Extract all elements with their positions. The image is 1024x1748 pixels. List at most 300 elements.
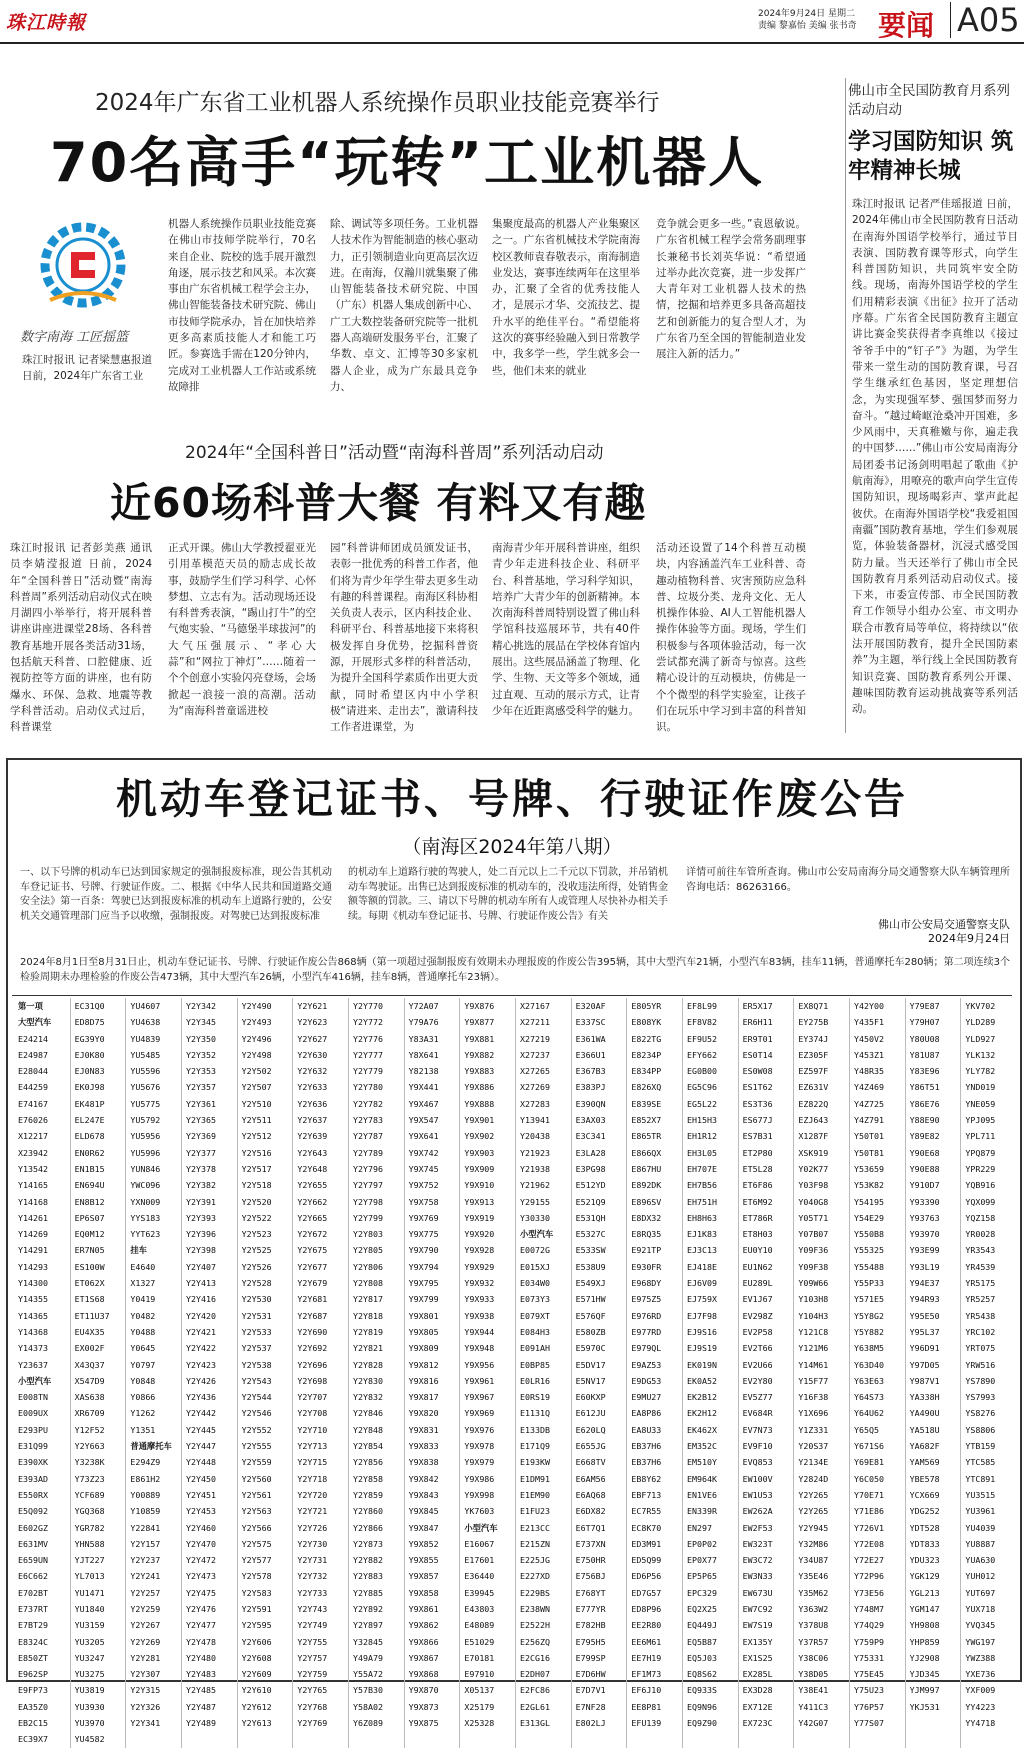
plate-number: EU4X35 <box>74 1326 105 1337</box>
plate-number: ET5L28 <box>742 1163 773 1174</box>
plate-number: Y86E76 <box>909 1098 940 1109</box>
plate-number: E213CC <box>520 1522 550 1533</box>
plate-number: E802LJ <box>575 1718 606 1729</box>
plate-number: EV298Z <box>742 1310 773 1321</box>
plate-number: Y2Y382 <box>186 1180 216 1191</box>
plate-number: Y2Y526 <box>241 1261 272 1272</box>
plate-number: E8DX32 <box>631 1212 662 1223</box>
plate-number: YGQ368 <box>74 1506 105 1517</box>
plate-number: Y72P96 <box>854 1571 884 1582</box>
plate-number: EX285L <box>742 1669 773 1680</box>
plate-number: Y14261 <box>18 1212 48 1223</box>
plate-number: Y80U08 <box>909 1033 940 1044</box>
plate-number: E2GL61 <box>520 1701 550 1712</box>
plate-number: X12217 <box>18 1131 48 1142</box>
plate-number: Y2Y530 <box>241 1294 272 1305</box>
plate-number: Y2Y821 <box>353 1343 383 1354</box>
plate-number: Y2Y259 <box>130 1603 161 1614</box>
plate-number: YLD289 <box>965 1017 996 1028</box>
plate-number: Y2Y780 <box>353 1082 383 1093</box>
plate-number: Y37R57 <box>798 1636 829 1647</box>
plate-number: Y22841 <box>130 1522 161 1533</box>
plate-number: Y453Z1 <box>854 1049 884 1060</box>
plate-number: Y2Y675 <box>297 1245 328 1256</box>
plate-number: X43Q37 <box>74 1359 105 1370</box>
plate-number: YH9808 <box>909 1620 940 1631</box>
plate-number: Y2Y563 <box>241 1506 272 1517</box>
plate-number: Y07B07 <box>798 1229 829 1240</box>
sidebar-divider <box>845 78 846 733</box>
plate-number: Y748M7 <box>854 1603 884 1614</box>
notice-signature <box>840 918 1010 946</box>
plate-number: Y9X938 <box>464 1310 495 1321</box>
header-rule <box>0 42 1024 44</box>
plate-number: Y2Y237 <box>130 1555 161 1566</box>
plate-category-label: 普通摩托车 <box>130 1441 172 1452</box>
plate-number: Y4Z469 <box>854 1082 884 1093</box>
plate-number: EG39Y0 <box>74 1033 105 1044</box>
plate-number: Y363W2 <box>798 1603 829 1614</box>
plate-number: Y2Y799 <box>353 1212 383 1223</box>
plate-number: E5327C <box>575 1229 606 1240</box>
plate-number: Y2Y560 <box>241 1473 272 1484</box>
plate-number: Y2Y663 <box>74 1441 105 1452</box>
plate-number: ER9T01 <box>742 1033 773 1044</box>
plate-number: EV5Z77 <box>742 1392 773 1403</box>
plate-number: Y05T71 <box>798 1212 829 1223</box>
plate-number: Y2Y442 <box>186 1408 216 1419</box>
plate-number: Y9X816 <box>408 1375 439 1386</box>
plate-number: E839SE <box>631 1098 662 1109</box>
plate-number: EK0A52 <box>687 1375 717 1386</box>
plate-number: Y9X758 <box>408 1196 439 1207</box>
plate-number: Y9X929 <box>464 1261 495 1272</box>
plate-number: YWC096 <box>130 1180 161 1191</box>
plate-number: E009UX <box>18 1408 48 1419</box>
plate-number: X27167 <box>520 1001 550 1011</box>
plate-number: Y93390 <box>909 1196 940 1207</box>
plate-number: Y9X801 <box>408 1310 439 1321</box>
plate-number: Y73Z23 <box>74 1473 105 1484</box>
plate-number: EA35Z0 <box>18 1701 48 1712</box>
plate-number: Y2Y710 <box>297 1424 328 1435</box>
plate-number: Y0645 <box>130 1343 156 1354</box>
plate-number: EN339R <box>687 1506 717 1517</box>
plate-column <box>292 998 348 1748</box>
plate-number: Y2Y561 <box>241 1489 272 1500</box>
plate-number: E383PJ <box>575 1082 606 1093</box>
skills-competition-logo <box>38 220 128 320</box>
plate-number: Y9X868 <box>408 1669 439 1680</box>
plate-number: Y9X910 <box>464 1180 495 1191</box>
plate-number: EW262A <box>742 1506 773 1517</box>
plate-number: Y2Y498 <box>241 1049 272 1060</box>
plate-number: EJ759X <box>687 1294 717 1305</box>
plate-number: E896SV <box>631 1196 662 1207</box>
plate-number: Y34U87 <box>798 1555 829 1566</box>
plate-category-label: 大型汽车 <box>18 1017 52 1028</box>
plate-number: YR0028 <box>965 1229 996 1240</box>
plate-number: E5970C <box>575 1343 606 1354</box>
plate-number: Y9X875 <box>408 1718 439 1729</box>
plate-number: YGL213 <box>909 1587 940 1598</box>
plate-number: YGM147 <box>909 1603 940 1614</box>
sidebar-headline: 学习国防知识 筑牢精神长城 <box>848 129 1014 184</box>
plate-number: Y2Y341 <box>130 1718 161 1729</box>
plate-number: Y9X833 <box>408 1441 439 1452</box>
plate-number: X1327 <box>130 1278 156 1289</box>
plate-number: XSK919 <box>798 1147 829 1158</box>
plate-number: EF8L99 <box>687 1001 717 1011</box>
article2-body-col5: 活动还设置了14个科普互动模块，内容涵盖汽车工业科普、奇趣动植物科普、灾害预防应急科普、垃圾分类、龙舟文化、无人机操作体验、AI人工智能机器人操作体验等方面。现场，学生们积极参与各项体验活动，每一次尝试都充满了新奇与惊喜。这些精心设计的互动模块，仿佛是一个个微型的科学实验室，让孩子们在玩乐中学习到丰富的科普知识。 <box>656 542 806 734</box>
plate-category-label: 小型汽车 <box>464 1522 498 1533</box>
plate-number: E977RD <box>631 1326 662 1337</box>
plate-number: E293PU <box>18 1424 48 1435</box>
plate-number: E70181 <box>464 1652 495 1663</box>
plate-number: ED8D75 <box>74 1017 105 1028</box>
plate-number: E44259 <box>18 1082 48 1093</box>
plate-number: YU4582 <box>74 1734 105 1745</box>
plate-number: Y9X847 <box>408 1522 439 1533</box>
plate-number: Y9X745 <box>408 1163 439 1174</box>
plate-number: Y2Y546 <box>241 1408 272 1419</box>
plate-number: Y2Y846 <box>353 1408 383 1419</box>
plate-number: Y2Y808 <box>353 1278 383 1289</box>
plate-number: Y97D05 <box>909 1359 940 1370</box>
plate-number: E6AQ68 <box>575 1489 606 1500</box>
plate-number: ET2P80 <box>742 1147 773 1158</box>
plate-number: Y38D05 <box>798 1669 829 1680</box>
plate-number: YS7890 <box>965 1375 996 1386</box>
plate-number: Y9X805 <box>408 1326 439 1337</box>
plate-number: EJ9S16 <box>687 1326 717 1337</box>
plate-number: Y2Y759 <box>297 1669 328 1680</box>
plate-number: EJ0N83 <box>74 1066 105 1077</box>
plate-number: Y63D40 <box>854 1359 884 1370</box>
plate-number: Y2Y805 <box>353 1245 383 1256</box>
plate-number: YUH012 <box>965 1571 996 1582</box>
plate-number: EH707E <box>687 1163 717 1174</box>
plate-number: Y2Y770 <box>353 1001 383 1011</box>
plate-number: EB37H6 <box>631 1457 662 1468</box>
plate-number: Y2Y817 <box>353 1294 383 1305</box>
plate-number: Y9X920 <box>464 1229 495 1240</box>
plate-number: E979QL <box>631 1343 662 1354</box>
plate-number: Y09W66 <box>798 1278 829 1289</box>
article2-kicker: 2024年“全国科普日”活动暨“南海科普周”系列活动启动 <box>185 443 604 463</box>
plate-number: E834PP <box>631 1066 662 1077</box>
plate-number: Y2Y677 <box>297 1261 328 1272</box>
plate-number: YU5996 <box>130 1147 161 1158</box>
plate-column <box>571 998 627 1748</box>
plate-number: YPQ879 <box>965 1147 996 1158</box>
plate-number: YJT227 <box>74 1555 105 1566</box>
plate-number: Y2Y856 <box>353 1457 383 1468</box>
plate-number: Y2Y718 <box>297 1473 328 1484</box>
plate-number: Y2Y307 <box>130 1669 161 1680</box>
plate-number: ES100W <box>74 1261 105 1272</box>
plate-column <box>738 998 794 1748</box>
plate-number: EF6J10 <box>631 1685 662 1696</box>
plate-number: E531QH <box>575 1212 606 1223</box>
plate-number: Y9X928 <box>464 1245 495 1256</box>
plate-number: E225JG <box>520 1555 550 1566</box>
plate-number: E533SW <box>575 1245 606 1256</box>
plate-number: Y2Y632 <box>297 1066 328 1077</box>
plate-number: YHP859 <box>909 1636 940 1647</box>
plate-number: Y2Y591 <box>241 1603 272 1614</box>
plate-category-label: 挂车 <box>130 1245 147 1256</box>
plate-number: ES0W08 <box>742 1066 773 1077</box>
plate-number: Y2Y768 <box>297 1701 328 1712</box>
plate-number: YUA630 <box>965 1555 996 1566</box>
plate-number: Y2Y357 <box>186 1082 216 1093</box>
plate-number: E805YR <box>631 1001 662 1011</box>
plate-number: Y53K82 <box>854 1180 884 1191</box>
plate-number: Y2Y698 <box>297 1375 328 1386</box>
plate-number: E256ZQ <box>520 1636 550 1647</box>
plate-number: EK462X <box>687 1424 717 1435</box>
plate-number: EW7S19 <box>742 1620 773 1631</box>
plate-number: EN1B15 <box>74 1163 105 1174</box>
plate-number: EQ933S <box>687 1685 717 1696</box>
plate-number: YY4718 <box>965 1718 996 1729</box>
plate-number: EE7H19 <box>631 1652 662 1663</box>
plate-number: E538U9 <box>575 1261 606 1272</box>
plate-column <box>960 998 1016 1748</box>
plate-number: Y55A72 <box>353 1669 383 1680</box>
page-number: A05 <box>950 2 1020 38</box>
plate-number: Y2Y672 <box>297 1229 328 1240</box>
plate-number: E17601 <box>464 1555 495 1566</box>
plate-number: EN0R62 <box>74 1147 105 1158</box>
article1-body-col3: 集聚度最高的机器人产业集聚区之一。广东省机械技术学院南海校区教师袁春敬表示，南海制造业发达，赛事连续两年在这里举办，汇聚了全省的优秀技能人才，是展示才华、交流技艺、提升水平的绝佳平台。“希望能将这次的赛事经验融入到日常教学中，我多学一些，学生就多会一些，他们未来的就业 <box>492 218 640 377</box>
plate-number: EG5C96 <box>687 1082 717 1093</box>
plate-number: YDT833 <box>909 1538 940 1549</box>
plate-number: EQ9Z90 <box>687 1718 717 1729</box>
plate-number: E512YD <box>575 1180 606 1191</box>
plate-number: E3PG98 <box>575 1163 606 1174</box>
plate-number: EQ5J03 <box>687 1652 717 1663</box>
plate-number: YU5792 <box>130 1115 161 1126</box>
notice-paragraph-2: 的机动车上道路行驶的驾驶人，处二百元以上二千元以下罚款，并吊销机动车驾驶证。出售已达到报废标准的机动车的，没收违法所得，处销售金额等额的罚款。三、请以下号牌的机动车所有人或管理人尽快补办相关手续。每期《机动车登记证书、号牌、行驶证作废公告》有关 <box>348 867 668 922</box>
plate-number: Y2Y782 <box>353 1098 383 1109</box>
plate-number: Y9X441 <box>408 1082 439 1093</box>
plate-number: EM964K <box>687 1473 717 1484</box>
plate-number: Y73E56 <box>854 1587 884 1598</box>
plate-number: E294Z9 <box>130 1457 161 1468</box>
plate-number: YJM997 <box>909 1685 940 1696</box>
plate-number: Y9X876 <box>464 1001 495 1011</box>
plate-number: Y435F1 <box>854 1017 884 1028</box>
plate-number: Y2Y489 <box>186 1718 216 1729</box>
plate-number: Y9X831 <box>408 1424 439 1435</box>
plate-number: Y10859 <box>130 1506 161 1517</box>
plate-number: Y72A07 <box>408 1001 439 1011</box>
plate-number: EJ1K83 <box>687 1229 717 1240</box>
plate-number: E4640 <box>130 1261 156 1272</box>
plate-number: Y9X901 <box>464 1115 495 1126</box>
plate-number: E2522H <box>520 1620 550 1631</box>
plate-number: E930FR <box>631 1261 662 1272</box>
plate-number: Y2Y797 <box>353 1180 383 1191</box>
plate-number: YTB159 <box>965 1441 996 1452</box>
plate-number: E795H5 <box>575 1636 606 1647</box>
plate-number: Y759P9 <box>854 1636 884 1647</box>
plate-number: Y2Y636 <box>297 1098 328 1109</box>
plate-number: YY4223 <box>965 1701 996 1712</box>
plate-number: E521Q9 <box>575 1196 606 1207</box>
plate-number: Y02K77 <box>798 1163 829 1174</box>
plate-number: Y2Y707 <box>297 1392 328 1403</box>
plate-number: EV2P58 <box>742 1326 773 1337</box>
plate-number: Y0488 <box>130 1326 156 1337</box>
plate-number: EX3D28 <box>742 1685 773 1696</box>
plate-number: Y9X976 <box>464 1424 495 1435</box>
plate-number: E091AH <box>520 1343 550 1354</box>
plate-number: Y2Y528 <box>241 1278 272 1289</box>
plate-number: Y14293 <box>18 1261 48 1272</box>
plate-number: Y2Y578 <box>241 1571 272 1582</box>
plate-column <box>125 998 181 1748</box>
plate-number: Y4Z791 <box>854 1115 884 1126</box>
plate-number: YU5676 <box>130 1082 161 1093</box>
plate-number: YRC102 <box>965 1326 996 1337</box>
plate-number: Y2Y655 <box>297 1180 328 1191</box>
plate-number: Y2Y476 <box>186 1603 216 1614</box>
plate-number: ET786R <box>742 1212 773 1223</box>
article1-body-col1: 机器人系统操作员职业技能竞赛在佛山市技师学院举行，70名来自企业、院校的选手展开激烈角逐，展示技艺和风采。本次赛事由广东省机械工程学会主办，佛山智能装备技术研究院、佛山市技师学院承办，旨在加快培养更多高素质技能人才和能工巧匠。参赛选手需在120分钟内，完成对工业机器人工作站或系统故障排 <box>168 218 316 393</box>
plate-number: EB37H6 <box>631 1441 662 1452</box>
plate-number: Y23637 <box>18 1359 48 1370</box>
plate-number: EV2Y80 <box>742 1375 773 1386</box>
plate-number: YDU323 <box>909 1555 940 1566</box>
plate-number: E9MU27 <box>631 1392 662 1403</box>
plate-number: E865TR <box>631 1131 662 1142</box>
plate-number: Y9X883 <box>464 1066 495 1077</box>
plate-number: EX723C <box>742 1718 773 1729</box>
plate-number: Y9X769 <box>408 1212 439 1223</box>
article1-body-col2: 除、调试等多项任务。工业机器人技术作为智能制造的核心驱动力，正引领制造业向更高层次迈进。在南海，仅瀚川就集聚了佛山智能装备技术研究院、中国（广东）机器人集成创新中心、广工大数控装备研究院等一批机器人高端研发服务平台，汇聚了华数、卓文、汇博等30多家机器人企业，成为广东最具竞争力、 <box>330 218 478 393</box>
plate-number: Y0797 <box>130 1359 156 1370</box>
plate-number: Y2Y779 <box>353 1066 383 1077</box>
plate-number: Y2Y420 <box>186 1310 216 1321</box>
plate-number: YU8887 <box>965 1538 996 1549</box>
plate-number: E361WA <box>575 1033 606 1044</box>
plate-number: Y2Y396 <box>186 1229 216 1240</box>
plate-number: E337SC <box>575 1017 606 1028</box>
plate-number: Y2Y575 <box>241 1538 272 1549</box>
plate-number: Y2Y789 <box>353 1147 383 1158</box>
plate-number: Y9X870 <box>408 1685 439 1696</box>
plate-number: Y2Y502 <box>241 1066 272 1077</box>
plate-number: Y5Y882 <box>854 1326 884 1337</box>
plate-number: Y2Y552 <box>241 1424 272 1435</box>
plate-number: E31Q99 <box>18 1441 48 1452</box>
plate-number: Y2Y453 <box>186 1506 216 1517</box>
plate-number: Y0419 <box>130 1294 156 1305</box>
plate-column <box>905 998 961 1748</box>
plate-number: Y9X641 <box>408 1131 439 1142</box>
plate-number: E7BT29 <box>18 1620 48 1631</box>
plate-number: Y2Y559 <box>241 1457 272 1468</box>
notice-paragraph-3: 详情可前往车管所查询。佛山市公安局南海分局交通警察大队车辆管理所咨询电话：86263166。 <box>686 867 1010 893</box>
plate-number: E602GZ <box>18 1522 48 1533</box>
plate-number: Y82138 <box>408 1066 439 1077</box>
plate-number: YWG197 <box>965 1636 996 1647</box>
plate-number: EM352C <box>687 1441 717 1452</box>
plate-number: Y9X809 <box>408 1343 439 1354</box>
plate-number: XAS638 <box>74 1392 105 1403</box>
plate-number: EH7B56 <box>687 1180 717 1191</box>
plate-number: Y9X861 <box>408 1603 439 1614</box>
plate-number: Y79A76 <box>408 1017 439 1028</box>
plate-number: EA8P86 <box>631 1408 662 1419</box>
plate-number: YNE059 <box>965 1098 996 1109</box>
plate-number: EQ0M12 <box>74 1229 105 1240</box>
issue-date: 2024年9月24日 星期二 <box>758 9 855 19</box>
plate-number: EW2F53 <box>742 1522 773 1533</box>
plate-number: YU3930 <box>74 1701 105 1712</box>
plate-number: Y1X696 <box>798 1408 829 1419</box>
plate-number: E76026 <box>18 1115 48 1126</box>
plate-number: Y00889 <box>130 1489 161 1500</box>
editors-credit: 责编 黎嘉怡 美编 张书奇 <box>758 21 857 31</box>
plate-number: Y9X852 <box>408 1538 439 1549</box>
plate-number: E171Q9 <box>520 1441 550 1452</box>
plate-number: Y2Y345 <box>186 1017 216 1028</box>
plate-number: EC8K70 <box>631 1522 662 1533</box>
article1-headline: 70名高手“玩转”工业机器人 <box>50 131 765 194</box>
plate-number: EX8Q71 <box>798 1001 829 1011</box>
plate-number: ED5Q99 <box>631 1555 662 1566</box>
plate-number: Y2Y436 <box>186 1392 216 1403</box>
plate-number: EX1S25 <box>742 1652 773 1663</box>
plate-number: E367B3 <box>575 1066 606 1077</box>
plate-number: EH751H <box>687 1196 717 1207</box>
plate-number: E3C341 <box>575 1131 606 1142</box>
plate-number: E571HW <box>575 1294 606 1305</box>
plate-number: YR5257 <box>965 1294 996 1305</box>
plate-number: Y9X881 <box>464 1033 495 1044</box>
plate-number: E3AX03 <box>575 1115 606 1126</box>
plate-number: E550RX <box>18 1489 48 1500</box>
plate-number: E366U1 <box>575 1049 606 1060</box>
plate-number: Y9X969 <box>464 1408 495 1419</box>
plate-number: Y70E71 <box>854 1489 884 1500</box>
plate-number: Y5Y8G2 <box>854 1310 884 1321</box>
plate-number: Y0866 <box>130 1392 156 1403</box>
plate-number: Y2Y507 <box>241 1082 272 1093</box>
plate-number: ER5X17 <box>742 1001 773 1011</box>
plate-number: ES3T36 <box>742 1098 773 1109</box>
plate-number: Y75E45 <box>854 1669 884 1680</box>
plate-number: E1FU23 <box>520 1506 550 1517</box>
plate-number: Y040G8 <box>798 1196 829 1207</box>
plate-number: Y121C8 <box>798 1326 829 1337</box>
plate-number: E0LR16 <box>520 1375 550 1386</box>
plate-number: Y9X795 <box>408 1278 439 1289</box>
plate-number: Y14365 <box>18 1310 48 1321</box>
plate-number: Y9X932 <box>464 1278 495 1289</box>
plate-number: YYS183 <box>130 1212 161 1223</box>
plate-number: EW3C72 <box>742 1555 773 1566</box>
plate-number: E5Q092 <box>18 1506 48 1517</box>
plate-number: EN1VE6 <box>687 1489 717 1500</box>
plate-number: E580ZB <box>575 1326 606 1337</box>
plate-number: Y2Y342 <box>186 1001 216 1011</box>
plate-number: YUT697 <box>965 1587 996 1598</box>
